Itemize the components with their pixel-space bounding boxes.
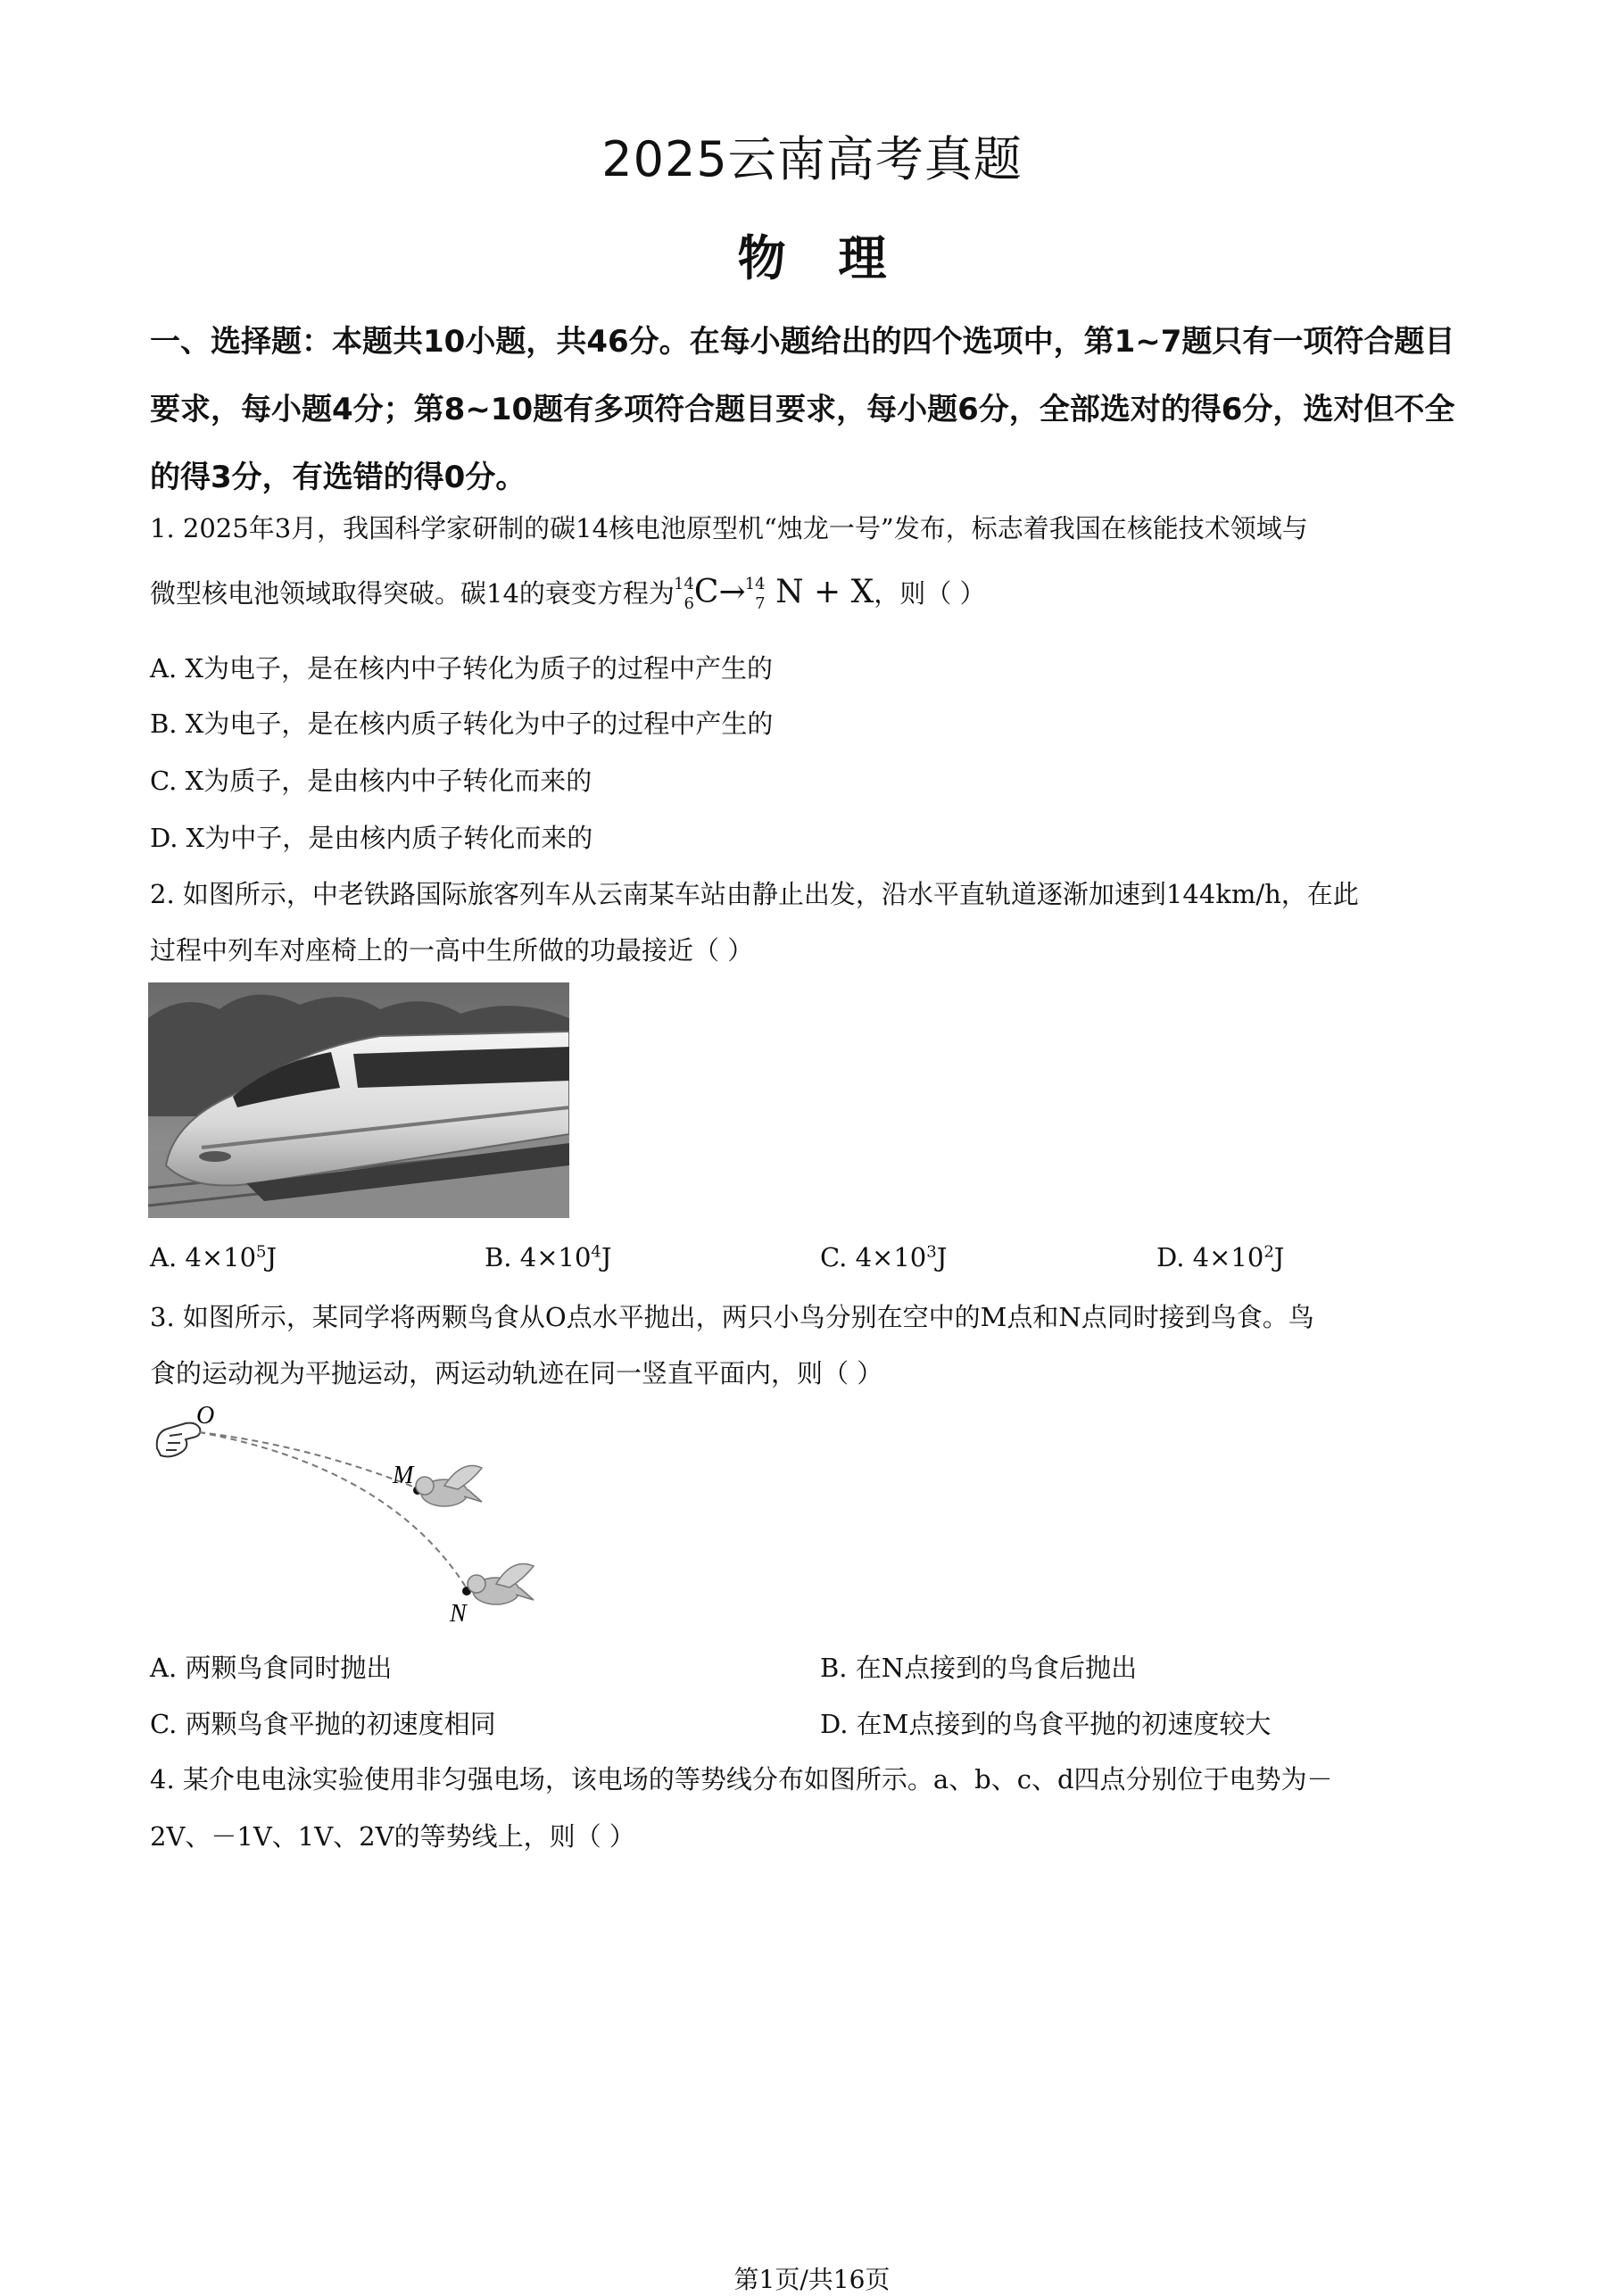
q4-line2: 2V、－1V、1V、2V的等势线上，则（ ） bbox=[150, 1821, 635, 1852]
page-title: 2025云南高考真题 bbox=[601, 131, 1023, 187]
q1-line1: 1. 2025年3月，我国科学家研制的碳14核电池原型机“烛龙一号”发布，标志着我国在核能技术领域与 bbox=[150, 513, 1308, 543]
q2-option-d-unit: J bbox=[1273, 1242, 1285, 1272]
q2-option-c-unit: J bbox=[936, 1242, 948, 1272]
hand-icon bbox=[157, 1423, 201, 1457]
carbon-atomic-number: 6 bbox=[684, 594, 694, 613]
q2-option-d-exponent: 2 bbox=[1264, 1242, 1274, 1262]
nitrogen-isotope-index bbox=[746, 576, 766, 612]
decay-equation bbox=[674, 574, 874, 613]
q2-option-d bbox=[1156, 1242, 1284, 1272]
q1-option-c: C. X为质子，是由核内中子转化而来的 bbox=[150, 766, 592, 796]
page-number: 第1页/共16页 bbox=[733, 2265, 891, 2294]
q2-option-c-exponent: 3 bbox=[926, 1242, 937, 1262]
nitrogen-mass-number: 14 bbox=[744, 575, 766, 593]
q2-option-a-unit: J bbox=[266, 1242, 278, 1272]
q2-option-b-exponent: 4 bbox=[591, 1242, 601, 1262]
train-photo bbox=[148, 982, 569, 1218]
trajectory-n bbox=[199, 1432, 467, 1588]
section-heading: 一、选择题：本题共10小题，共46分。在每小题给出的四个选项中，第1~7题只有一项符合题目要求，每小题4分；第8~10题有多项符合题目要求，每小题6分，全部选对的得6分，选对但不全的得3分，有选错的得0分。 bbox=[150, 324, 1455, 495]
q2-option-a bbox=[150, 1242, 277, 1272]
q3-option-a: A. 两颗鸟食同时抛出 bbox=[150, 1653, 393, 1683]
q2-option-b-unit: J bbox=[601, 1242, 612, 1272]
q2-option-c-base: C. 4×10 bbox=[820, 1242, 927, 1272]
q1-line2-text: 微型核电池领域取得突破。碳14的衰变方程为 bbox=[150, 578, 675, 609]
q1-option-b: B. X为电子，是在核内质子转化为中子的过程中产生的 bbox=[150, 709, 774, 739]
decay-arrow: → bbox=[718, 574, 746, 610]
q2-option-b bbox=[485, 1242, 612, 1272]
q3-line2: 食的运动视为平抛运动，两运动轨迹在同一竖直平面内，则（ ） bbox=[150, 1358, 883, 1388]
q2-option-d-base: D. 4×10 bbox=[1156, 1242, 1264, 1272]
q2-option-b-base: B. 4×10 bbox=[485, 1242, 592, 1272]
q3-option-b: B. 在N点接到的鸟食后抛出 bbox=[820, 1653, 1138, 1683]
q2-line2: 过程中列车对座椅上的一高中生所做的功最接近（ ） bbox=[150, 935, 754, 966]
point-o-label: O bbox=[196, 1402, 215, 1430]
q3-option-c: C. 两颗鸟食平抛的初速度相同 bbox=[150, 1709, 496, 1739]
carbon-isotope-index bbox=[675, 576, 694, 612]
q1-option-d: D. X为中子，是由核内质子转化而来的 bbox=[150, 823, 593, 853]
q2-option-c bbox=[820, 1242, 947, 1272]
carbon-mass-number: 14 bbox=[674, 575, 694, 593]
q1-option-a: A. X为电子，是在核内中子转化为质子的过程中产生的 bbox=[150, 653, 774, 684]
carbon-symbol: C bbox=[693, 574, 719, 610]
q1-line2-tail: ，则（ ） bbox=[874, 578, 986, 609]
trajectory-m bbox=[199, 1432, 418, 1488]
q3-option-d: D. 在M点接到的鸟食平抛的初速度较大 bbox=[820, 1709, 1272, 1739]
q3-line1: 3. 如图所示，某同学将两颗鸟食从O点水平抛出，两只小鸟分别在空中的M点和N点同时接到鸟食。鸟 bbox=[150, 1302, 1314, 1332]
q2-line1: 2. 如图所示，中老铁路国际旅客列车从云南某车站由静止出发，沿水平直轨道逐渐加速到144km/h，在此 bbox=[150, 879, 1359, 909]
q1-line2 bbox=[150, 574, 985, 612]
nitrogen-atomic-number: 7 bbox=[755, 594, 766, 613]
subject-title: 物 理 bbox=[737, 230, 887, 286]
point-n-label: N bbox=[450, 1600, 467, 1624]
q2-option-a-base: A. 4×10 bbox=[150, 1242, 257, 1272]
nitrogen-products: N + X bbox=[775, 574, 874, 610]
bird-m-icon bbox=[416, 1466, 482, 1507]
projectile-diagram bbox=[150, 1397, 543, 1624]
point-m-label: M bbox=[393, 1462, 414, 1489]
q2-option-a-exponent: 5 bbox=[256, 1242, 267, 1262]
q4-line1: 4. 某介电电泳实验使用非匀强电场，该电场的等势线分布如图所示。a、b、c、d四点分别位于电势为－ bbox=[150, 1764, 1333, 1795]
bird-n-icon bbox=[468, 1564, 534, 1605]
